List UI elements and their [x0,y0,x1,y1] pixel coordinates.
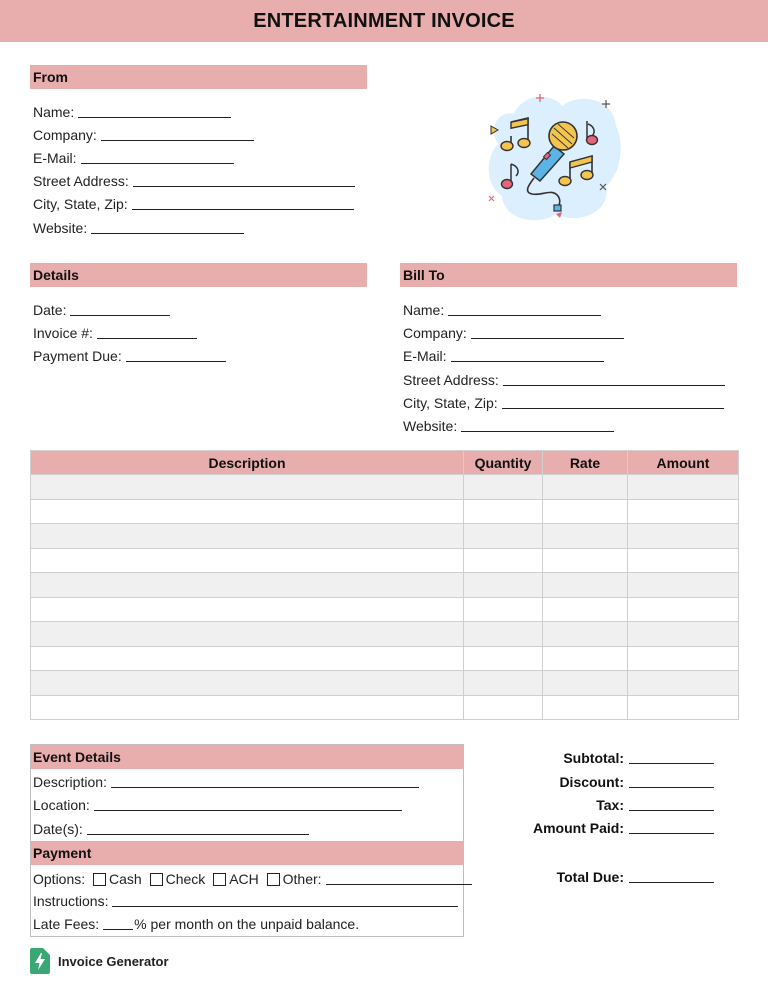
from-heading: From [30,65,367,89]
billto-city-field[interactable]: City, State, Zip: [403,394,724,412]
rate-cell[interactable] [543,597,628,622]
column-header-description: Description [31,451,464,475]
cash-label: Cash [109,871,142,887]
details-heading: Details [30,263,367,287]
subtotal-row[interactable]: Subtotal: [0,749,768,767]
billto-email-field[interactable]: E-Mail: [403,347,604,365]
billto-website-field[interactable]: Website: [403,417,614,435]
description-cell[interactable] [31,524,464,549]
quantity-cell[interactable] [464,524,543,549]
invoice-number-field[interactable]: Invoice #: [33,324,197,342]
invoice-title: ENTERTAINMENT INVOICE [253,9,515,32]
column-header-quantity: Quantity [464,451,543,475]
description-cell[interactable] [31,671,464,696]
from-company-field[interactable]: Company: [33,126,254,144]
rate-cell[interactable] [543,573,628,598]
event-details-heading: Event Details [31,745,463,769]
description-cell[interactable] [31,475,464,500]
rate-cell[interactable] [543,524,628,549]
table-row [31,524,739,549]
rate-cell[interactable] [543,499,628,524]
quantity-cell[interactable] [464,671,543,696]
rate-cell[interactable] [543,671,628,696]
from-name-field[interactable]: Name: [33,103,231,121]
rate-cell[interactable] [543,695,628,720]
rate-cell[interactable] [543,622,628,647]
description-cell[interactable] [31,622,464,647]
tax-row[interactable]: Tax: [0,796,768,814]
event-dates-field[interactable]: Date(s): [33,820,309,838]
description-cell[interactable] [31,548,464,573]
check-label: Check [165,871,206,887]
amount-cell[interactable] [628,548,739,573]
ach-label: ACH [229,871,259,887]
table-row [31,597,739,622]
bill-to-heading: Bill To [400,263,737,287]
date-field[interactable]: Date: [33,301,170,319]
amount-cell[interactable] [628,695,739,720]
rate-cell[interactable] [543,548,628,573]
table-row [31,499,739,524]
description-cell[interactable] [31,646,464,671]
table-row [31,475,739,500]
other-label: Other: [282,871,322,887]
table-row [31,573,739,598]
table-row [31,695,739,720]
billto-name-field[interactable]: Name: [403,301,601,319]
footer-brand[interactable] [30,948,169,974]
description-cell[interactable] [31,695,464,720]
amount-cell[interactable] [628,475,739,500]
quantity-cell[interactable] [464,597,543,622]
quantity-cell[interactable] [464,499,543,524]
payment-options-field: Options: Cash Check ACH Other: [33,870,472,888]
column-header-amount: Amount [628,451,739,475]
table-row [31,646,739,671]
discount-row[interactable]: Discount: [0,773,768,791]
from-website-field[interactable]: Website: [33,219,244,237]
amount-cell[interactable] [628,499,739,524]
description-cell[interactable] [31,499,464,524]
quantity-cell[interactable] [464,695,543,720]
from-street-field[interactable]: Street Address: [33,172,355,190]
quantity-cell[interactable] [464,622,543,647]
rate-cell[interactable] [543,646,628,671]
rate-cell[interactable] [543,475,628,500]
table-row [31,671,739,696]
amount-cell[interactable] [628,646,739,671]
billto-street-field[interactable]: Street Address: [403,371,725,389]
quantity-cell[interactable] [464,548,543,573]
quantity-cell[interactable] [464,475,543,500]
billto-company-field[interactable]: Company: [403,324,624,342]
from-city-field[interactable]: City, State, Zip: [33,195,354,213]
late-fees-field[interactable]: Late Fees: % per month on the unpaid balance. [33,916,360,932]
total-due-row[interactable]: Total Due: [0,868,768,886]
column-header-rate: Rate [543,451,628,475]
karaoke-microphone-icon [484,86,624,226]
payment-instructions-field[interactable]: Instructions: [33,892,458,910]
event-description-field[interactable]: Description: [33,773,419,791]
table-row [31,622,739,647]
payment-due-field[interactable]: Payment Due: [33,347,226,365]
footer-brand-label: Invoice Generator [58,953,169,969]
amount-cell[interactable] [628,671,739,696]
quantity-cell[interactable] [464,573,543,598]
line-items-table [30,450,739,720]
amount-cell[interactable] [628,622,739,647]
table-header-row [31,451,739,475]
payment-heading: Payment [31,841,463,865]
event-location-field[interactable]: Location: [33,796,402,814]
description-cell[interactable] [31,573,464,598]
quantity-cell[interactable] [464,646,543,671]
invoice-generator-logo-icon [30,948,50,974]
amount-cell[interactable] [628,573,739,598]
title-bar [0,0,768,42]
amount-cell[interactable] [628,524,739,549]
description-cell[interactable] [31,597,464,622]
table-row [31,548,739,573]
from-email-field[interactable]: E-Mail: [33,149,234,167]
amount-cell[interactable] [628,597,739,622]
amount-paid-row[interactable]: Amount Paid: [0,819,768,837]
